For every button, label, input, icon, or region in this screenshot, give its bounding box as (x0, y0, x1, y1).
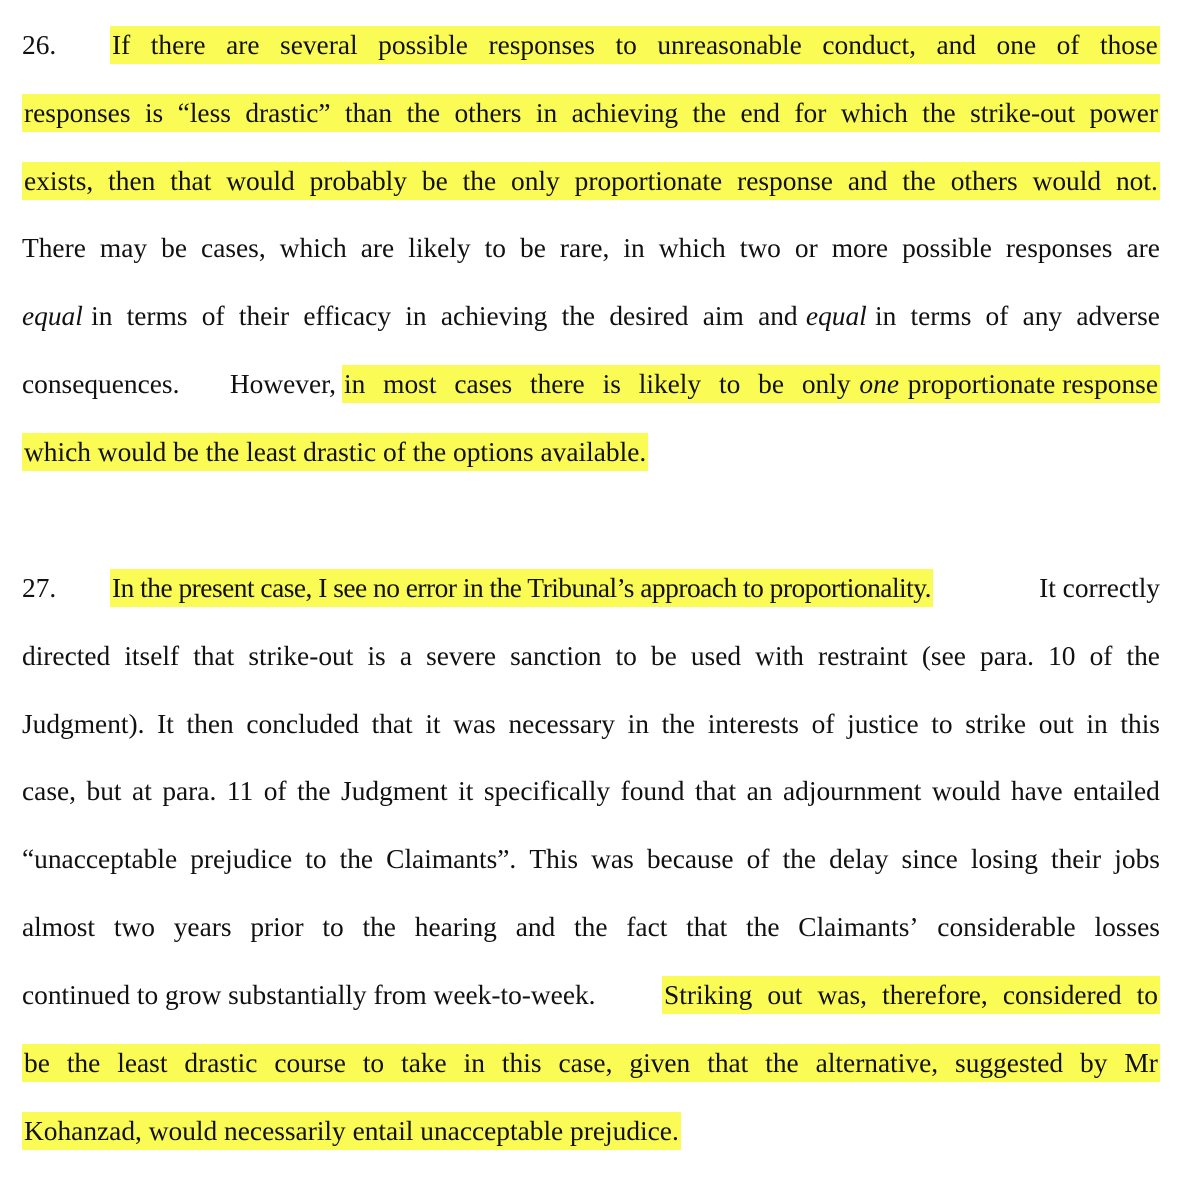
para-27-line-2 (22, 637, 1160, 675)
highlighted-text: Striking out was, therefore, considered to (662, 976, 1160, 1014)
highlighted-text: Kohanzad, would necessarily entail unacceptable prejudice. (22, 1112, 681, 1150)
line-text: There may be cases, which are likely to be rare, in which two or more possible responses are (22, 233, 1160, 263)
para-26-line-4 (22, 229, 1160, 267)
para-27-line-5 (22, 840, 1160, 878)
emphasis-text: equal (805, 301, 867, 331)
line-text: If there are several possible responses to unreasonable conduct, and one of those (112, 30, 1158, 60)
highlighted-text (342, 365, 1160, 403)
para-27-line-7 (22, 976, 1160, 1014)
highlighted-text: responses is “less drastic” than the others in achieving the end for which the strike-out power (22, 94, 1160, 132)
line-text: continued to grow substantially from week-to-week. (22, 980, 596, 1010)
para-number-27: 27. (22, 573, 57, 603)
line-text: in terms of their efficacy in achieving the desired aim and (91, 301, 798, 331)
para-26-line-6 (22, 365, 1160, 403)
para-27-line-9 (22, 1112, 1160, 1150)
highlighted-text: be the least drastic course to take in this case, given that the alternative, suggested by Mr (22, 1044, 1160, 1082)
emphasis-text: one (859, 369, 899, 399)
line-text: case, but at para. 11 of the Judgment it specifically found that an adjournment would have entailed (22, 776, 1160, 806)
line-text: in terms of any adverse (875, 301, 1160, 331)
line-text: “unacceptable prejudice to the Claimants”. This was because of the delay since losing their jobs (22, 844, 1160, 874)
emphasis-text: equal (22, 301, 83, 331)
highlighted-text (110, 26, 1160, 64)
para-27-line-1 (22, 569, 1160, 607)
para-26-line-1 (22, 26, 1160, 64)
highlighted-text: which would be the least drastic of the options available. (22, 433, 648, 471)
para-26-line-5 (22, 297, 1160, 335)
highlighted-text: In the present case, I see no error in the Tribunal’s approach to proportionality. (110, 569, 933, 607)
line-text: almost two years prior to the hearing and the fact that the Claimants’ considerable losses (22, 912, 1160, 942)
para-26-line-3 (22, 162, 1160, 200)
line-text: directed itself that strike-out is a severe sanction to be used with restraint (see para. 10 of the (22, 641, 1160, 671)
para-27-line-3 (22, 705, 1160, 743)
line-text: It correctly (1039, 573, 1160, 603)
line-text: proportionate response (907, 369, 1158, 399)
line-text: in most cases there is likely to be only (344, 369, 851, 399)
para-26-line-2 (22, 94, 1160, 132)
para-27-line-8 (22, 1044, 1160, 1082)
para-27-line-4 (22, 772, 1160, 810)
highlighted-text: exists, then that would probably be the only proportionate response and the others would not. (22, 162, 1160, 200)
line-text: Judgment). It then concluded that it was necessary in the interests of justice to strike out in this (22, 709, 1160, 739)
para-number-26: 26. (22, 30, 57, 60)
para-27-line-6 (22, 908, 1160, 946)
line-text: consequences. However, (22, 369, 336, 399)
para-26-line-7 (22, 433, 1160, 471)
